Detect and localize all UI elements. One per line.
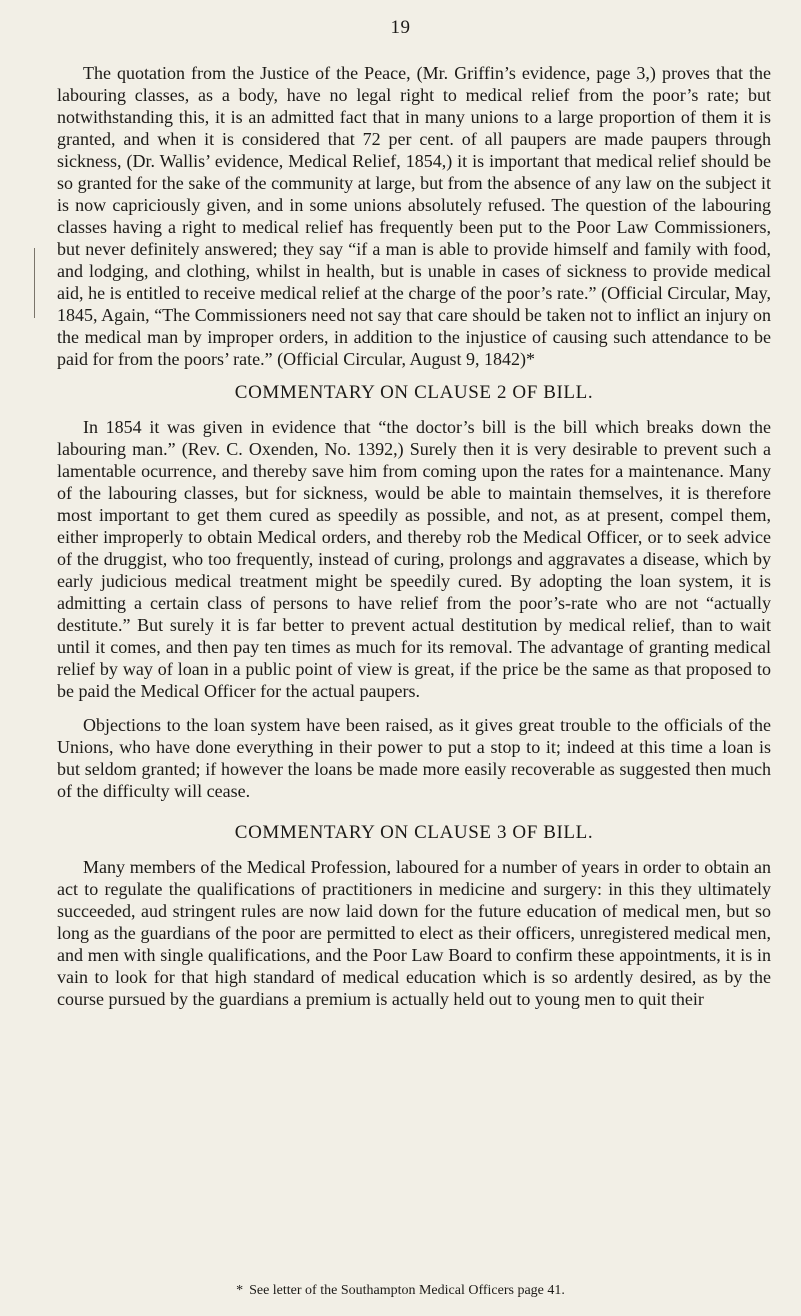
section-heading-clause-3: COMMENTARY ON CLAUSE 3 OF BILL. bbox=[234, 822, 594, 843]
footnote bbox=[0, 1283, 801, 1299]
footnote-mark: * bbox=[236, 1283, 244, 1298]
paragraph: Objections to the loan system have been raised, as it gives great trouble to the officials of the Unions, who have done everything in their power to put a stop to it; indeed at this time a loan is but seldom granted; if however the loans be made more easily recoverable as suggested then much of the difficulty will cease. bbox=[57, 715, 771, 801]
section-heading-clause-2: COMMENTARY ON CLAUSE 2 OF BILL. bbox=[234, 382, 594, 403]
footnote-text: See letter of the Southampton Medical Officers page 41. bbox=[249, 1283, 565, 1298]
page-number: 19 bbox=[390, 17, 411, 38]
paragraph: In 1854 it was given in evidence that “the doctor’s bill is the bill which breaks down the labouring man.” (Rev. C. Oxenden, No. 1392,) Surely then it is very desirable to prevent such a lamentable ocurrence, and thereby save him from coming upon the rates for a maintenance. Many of the labouring classes, but for sickness, would be able to maintain themselves, it is therefore most important to get them cured as speedily as possible, and not, as at present, compel them, either improperly to obtain Medical orders, and thereby rob the Medical Officer, or to seek advice of the druggist, who too frequently, instead of curing, prolongs and aggravates a disease, which by early judicious medical treatment might be speedily cured. By adopting the loan system, it is admitting a certain class of persons to have relief from the poor’s-rate who are not “actually destitute.” But surely it is far better to prevent actual destitution by medical relief, than to wait until it comes, and then pay ten times as much for its removal. The advantage of granting medical relief by way of loan in a public point of view is great, if the price be the same as that proposed to be paid the Medical Officer for the actual paupers. bbox=[57, 417, 771, 701]
paragraph: The quotation from the Justice of the Peace, (Mr. Griffin’s evidence, page 3,) proves that the labouring classes, as a body, have no legal right to medical relief from the poor’s rate; but notwithstanding this, it is an admitted fact that in many unions to a large proportion of them it is granted, and when it is considered that 72 per cent. of all paupers are made paupers through sickness, (Dr. Wallis’ evidence, Medical Relief, 1854,) it is important that medical relief should be so granted for the sake of the community at large, but from the absence of any law on the subject it is now capriciously given, and in some unions absolutely refused. The question of the labouring classes having a right to medical relief has frequently been put to the Poor Law Commissioners, but never definitely answered; they say “if a man is able to provide himself and family with food, and lodging, and clothing, whilst in health, but is unable in cases of sickness to provide medical aid, he is entitled to receive medical relief at the charge of the poor’s rate.” (Official Circular, May, 1845, Again, “The Commissioners need not say that care should be taken not to inflict an injury on the medical man by improper orders, in addition to the injustice of causing such attendance to be paid for from the poors’ rate.” (Official Circular, August 9, 1842)* bbox=[57, 63, 771, 369]
body-text bbox=[57, 62, 771, 1010]
margin-rule bbox=[34, 248, 35, 318]
paragraph: Many members of the Medical Profession, laboured for a number of years in order to obtain an act to regulate the qualifications of practitioners in medicine and surgery: in this they ultimately succeeded, aud stringent rules are now laid down for the future education of medical men, but so long as the guardians of the poor are permitted to elect as their officers, unregistered medical men, and men with single qualifications, and the Poor Law Board to confirm these appointments, it is in vain to look for that high standard of medical education which is so ardently desired, as by the course pursued by the guardians a premium is actually held out to young men to quit their bbox=[57, 857, 771, 1009]
